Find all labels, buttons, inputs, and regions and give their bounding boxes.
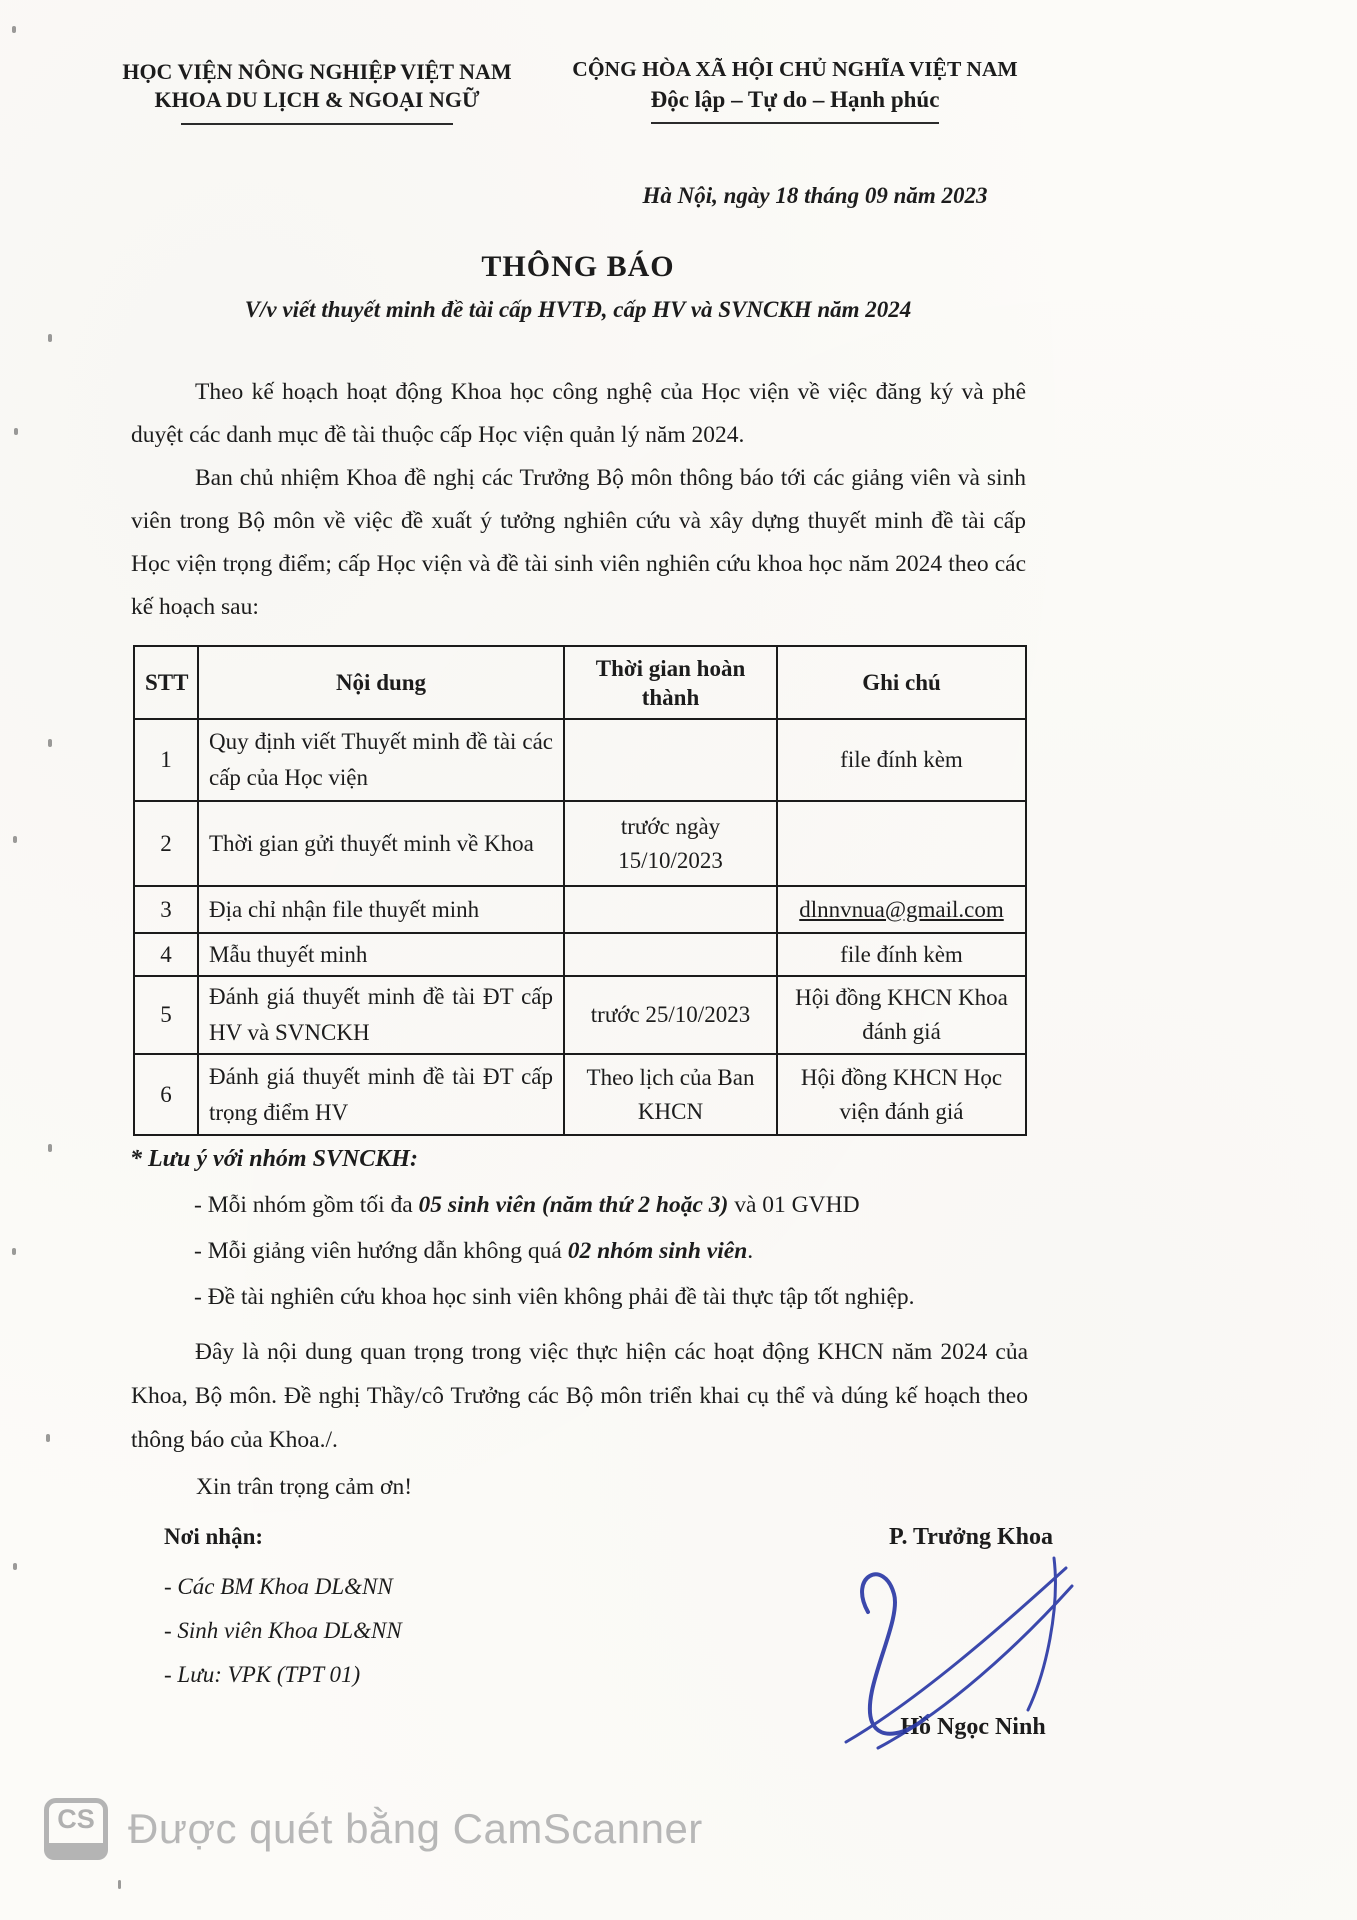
cell-thoigian: Theo lịch của Ban KHCN [564,1054,777,1135]
camscanner-footer [44,1798,703,1860]
cell-ghichu [777,801,1026,886]
cell-ghichu: file đính kèm [777,933,1026,976]
camscanner-label: Được quét bằng CamScanner [128,1805,703,1852]
cell-thoigian [564,933,777,976]
note-text: và 01 GVHD [728,1192,860,1218]
table-row [134,801,1026,886]
republic-title: CỘNG HÒA XÃ HỘI CHỦ NGHĨA VIỆT NAM [572,57,1018,81]
table-header-noidung: Nội dung [198,646,564,719]
scan-speck [12,26,16,33]
table-header-stt: STT [134,646,198,719]
table-header-ghichu: Ghi chú [777,646,1026,719]
note-emphasis: 02 nhóm sinh viên [567,1238,748,1264]
cell-stt: 2 [134,801,198,886]
paragraph-request: Ban chủ nhiệm Khoa đề nghị các Trưởng Bộ môn thông báo tới các giảng viên và sinh viên trong Bộ môn về việc đề xuất ý tưởng nghiên cứu và xây dựng thuyết minh đề tài cấp Học viện trọng điểm; cấp Học viện và đề tài sinh viên nghiên cứu khoa học năm 2024 theo các kế hoạch sau: [131,465,1026,620]
cell-noidung: Thời gian gửi thuyết minh về Khoa [198,801,564,886]
paragraph-intro: Theo kế hoạch hoạt động Khoa học công nghệ của Học viện về việc đăng ký và phê duyệt các danh mục đề tài thuộc cấp Học viện quản lý năm 2024. [131,379,1026,448]
cell-ghichu: Hội đồng KHCN Khoa đánh giá [777,976,1026,1054]
table-header-thoigian: Thời gian hoàn thành [564,646,777,719]
org-underline [181,123,453,125]
cell-ghichu: file đính kèm [777,719,1026,801]
camscanner-icon-letters: CS [57,1804,95,1834]
scan-speck [14,428,18,435]
cell-ghichu-email: dlnnvnua@gmail.com [777,886,1026,933]
cell-stt: 5 [134,976,198,1054]
scan-speck [46,1434,50,1442]
issuing-org-block [112,58,522,125]
cell-thoigian [564,719,777,801]
note-emphasis: 05 sinh viên (năm thứ 2 hoặc 3) [418,1192,729,1218]
thanks-line: Xin trân trọng cảm ơn! [196,1474,413,1500]
org-name-line2: KHOA DU LỊCH & NGOẠI NGỮ [154,87,480,112]
camscanner-icon [44,1798,108,1860]
cell-noidung: Đánh giá thuyết minh đề tài ĐT cấp HV và SVNCKH [198,976,564,1054]
notes-heading: * Lưu ý với nhóm SVNCKH: [130,1146,418,1172]
scan-speck [13,836,17,843]
recipient-item: - Lưu: VPK (TPT 01) [164,1662,361,1687]
cell-thoigian: trước ngày 15/10/2023 [564,801,777,886]
cell-thoigian: trước 25/10/2023 [564,976,777,1054]
national-motto-block [552,56,1038,124]
note-item [194,1284,915,1311]
table-row [134,1054,1026,1135]
motto-line: Độc lập – Tự do – Hạnh phúc [650,87,940,112]
cell-noidung: Đánh giá thuyết minh đề tài ĐT cấp trọng điểm HV [198,1054,564,1135]
cell-noidung: Địa chỉ nhận file thuyết minh [198,886,564,933]
scan-speck [48,1144,52,1152]
cell-stt: 3 [134,886,198,933]
cell-stt: 6 [134,1054,198,1135]
document-title: THÔNG BÁO [481,250,675,283]
recipient-item: - Sinh viên Khoa DL&NN [164,1618,402,1643]
org-name-line1: HỌC VIỆN NÔNG NGHIỆP VIỆT NAM [122,59,512,84]
document-subtitle: V/v viết thuyết minh đề tài cấp HVTĐ, cấp HV và SVNCKH năm 2024 [244,297,912,322]
table-row [134,976,1026,1054]
closing-paragraph: Đây là nội dung quan trọng trong việc thực hiện các hoạt động KHCN năm 2024 của Khoa, Bộ môn. Đề nghị Thầy/cô Trưởng các Bộ môn triển khai cụ thể và dúng kế hoạch theo thông báo của Khoa./. [131,1339,1028,1453]
recipient-item: - Các BM Khoa DL&NN [164,1574,393,1599]
cell-noidung: Quy định viết Thuyết minh đề tài các cấp của Học viện [198,719,564,801]
cell-ghichu: Hội đồng KHCN Học viện đánh giá [777,1054,1026,1135]
note-item [194,1238,753,1265]
table-row [134,933,1026,976]
dateline: Hà Nội, ngày 18 tháng 09 năm 2023 [642,183,988,208]
cell-stt: 1 [134,719,198,801]
note-text: . [747,1238,754,1264]
table-header-row [134,646,1026,719]
note-item [194,1192,860,1219]
scan-speck [48,334,52,342]
camscanner-icon-bed [44,1843,108,1860]
table-row [134,719,1026,801]
scan-speck [118,1880,121,1889]
scan-speck [13,1563,17,1570]
signer-name: Hồ Ngọc Ninh [900,1714,1046,1740]
signer-title: P. Trưởng Khoa [889,1524,1053,1550]
cell-thoigian [564,886,777,933]
motto-underline [651,122,939,124]
table-row [134,886,1026,933]
recipients-heading: Nơi nhận: [164,1524,264,1549]
plan-table [133,645,1027,1136]
note-text: - Mỗi nhóm gồm tối đa [194,1192,419,1218]
cell-noidung: Mẫu thuyết minh [198,933,564,976]
cell-stt: 4 [134,933,198,976]
scan-speck [12,1248,16,1255]
scan-speck [48,739,52,747]
note-text: - Mỗi giảng viên hướng dẫn không quá [194,1238,568,1264]
note-text: - Đề tài nghiên cứu khoa học sinh viên không phải đề tài thực tập tốt nghiệp. [194,1284,915,1310]
